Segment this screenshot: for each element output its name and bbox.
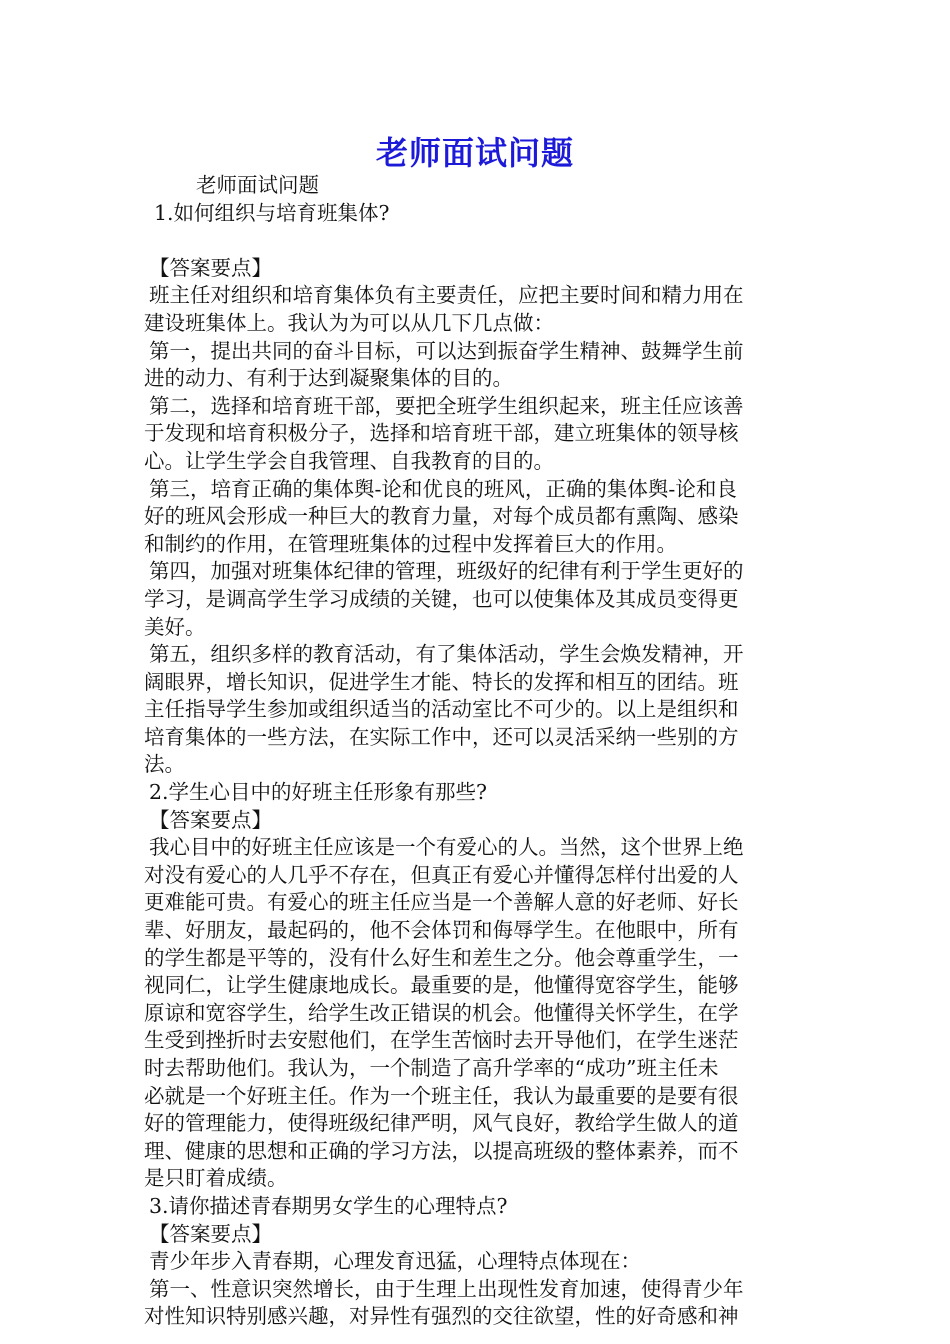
text-line: 第五，组织多样的教育活动，有了集体活动，学生会焕发精神，开 [149, 642, 744, 667]
text-line: 美好。 [144, 614, 206, 639]
text-line: 心。让学生学会自我管理、自我教育的目的。 [144, 448, 554, 473]
text-line: 是只盯着成绩。 [144, 1166, 288, 1191]
document-body [144, 172, 804, 1331]
text-line: 主任指导学生参加或组织适当的活动室比不可少的。以上是组织和 [144, 697, 739, 722]
text-line: 对没有爱心的人几乎不存在，但真正有爱心并懂得怎样付出爱的人 [144, 862, 739, 887]
text-line: 和制约的作用，在管理班集体的过程中发挥着巨大的作用。 [144, 531, 677, 556]
text-line: 建设班集体上。我认为为可以从几下几点做： [144, 310, 554, 335]
text-line: 【答案要点】 [149, 1221, 272, 1246]
text-line: 生受到挫折时去安慰他们，在学生苦恼时去开导他们，在学生迷茫 [144, 1028, 739, 1053]
text-line: 老师面试问题 [196, 173, 319, 197]
text-line: 必就是一个好班主任。作为一个班主任，我认为最重要的是要有很 [144, 1083, 739, 1108]
text-line: 青少年步入青春期，心理发育迅猛，心理特点体现在： [149, 1249, 641, 1274]
text-line: 第三，培育正确的集体舆-论和优良的班风，正确的集体舆-论和良 [149, 476, 737, 501]
text-line: 原谅和宽容学生，给学生改正错误的机会。他懂得关怀学生，在学 [144, 1000, 739, 1025]
text-line: 第一，提出共同的奋斗目标，可以达到振奋学生精神、鼓舞学生前 [149, 338, 744, 363]
text-line: 【答案要点】 [149, 255, 272, 280]
text-line: 阔眼界，增长知识，促进学生才能、特长的发挥和相互的团结。班 [144, 669, 739, 694]
text-line: 辈、好朋友，最起码的，他不会体罚和侮辱学生。在他眼中，所有 [144, 918, 739, 943]
text-line: 【答案要点】 [149, 807, 272, 832]
question-heading: 3.请你描述青春期男女学生的心理特点? [149, 1193, 508, 1218]
text-line: 学习，是调高学生学习成绩的关键，也可以使集体及其成员变得更 [144, 586, 739, 611]
blank-line [144, 227, 804, 255]
text-line: 我心目中的好班主任应该是一个有爱心的人。当然，这个世界上绝 [149, 835, 744, 860]
text-line: 于发现和培育积极分子，选择和培育班干部，建立班集体的领导核 [144, 421, 739, 446]
document-title: 老师面试问题 [375, 134, 574, 172]
text-line: 视同仁，让学生健康地成长。最重要的是，他懂得宽容学生，能够 [144, 973, 739, 998]
text-line: 更难能可贵。有爱心的班主任应当是一个善解人意的好老师、好长 [144, 890, 739, 915]
text-line: 班主任对组织和培育集体负有主要责任，应把主要时间和精力用在 [149, 283, 744, 308]
text-line: 对性知识特别感兴趣，对异性有强烈的交往欲望，性的好奇感和神 [144, 1304, 739, 1329]
text-line: 法。 [144, 752, 185, 777]
text-line: 进的动力、有利于达到凝聚集体的目的。 [144, 366, 513, 391]
question-heading: 1.如何组织与培育班集体? [154, 200, 390, 225]
text-line: 第二，选择和培育班干部，要把全班学生组织起来，班主任应该善 [149, 393, 744, 418]
text-line: 时去帮助他们。我认为，一个制造了高升学率的“成功”班主任未 [144, 1056, 719, 1080]
text-line: 好的班风会形成一种巨大的教育力量，对每个成员都有熏陶、感染 [144, 504, 739, 529]
question-heading: 2.学生心目中的好班主任形象有那些? [149, 780, 488, 805]
text-line: 培育集体的一些方法，在实际工作中，还可以灵活采纳一些别的方 [144, 724, 739, 749]
text-line: 的学生都是平等的，没有什么好生和差生之分。他会尊重学生，一 [144, 945, 739, 970]
text-line: 理、健康的思想和正确的学习方法，以提高班级的整体素养，而不 [144, 1138, 739, 1163]
text-line: 第一、性意识突然增长，由于生理上出现性发育加速，使得青少年 [149, 1276, 744, 1301]
text-line: 第四，加强对班集体纪律的管理，班级好的纪律有利于学生更好的 [149, 559, 744, 584]
text-line: 好的管理能力，使得班级纪律严明，风气良好，教给学生做人的道 [144, 1111, 739, 1136]
